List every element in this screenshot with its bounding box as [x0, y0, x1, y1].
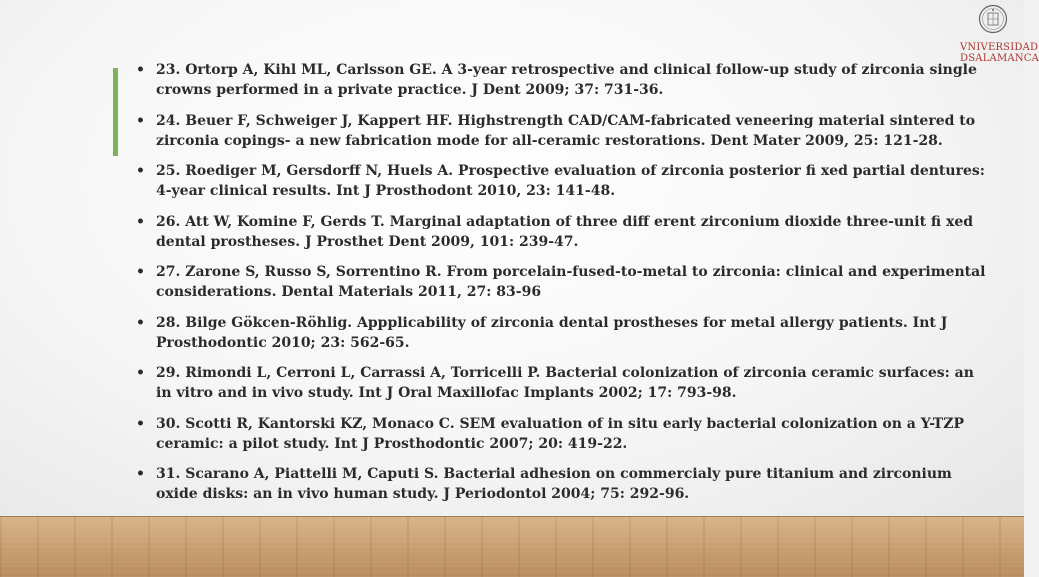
wood-floor-background — [0, 516, 1024, 577]
reference-item-27: • 27. Zarone S, Russo S, Sorrentino R. From porcelain-fused-to-metal to zirconia: clinical and experimental considerations. Dental Materials 2011, 27: 83-96 — [136, 262, 994, 302]
reference-item-25: • 25. Roediger M, Gersdorff N, Huels A. Prospective evaluation of zirconia posterior fi xed partial dentures: 4-year clinical results. Int J Prosthodont 2010, 23: 141-48. — [136, 161, 994, 201]
accent-bar — [113, 68, 118, 156]
reference-item-24: • 24. Beuer F, Schweiger J, Kappert HF. Highstrength CAD/CAM-fabricated veneering material sintered to zirconia copings- a new fabrication mode for all-ceramic restorations. Dent Mater 2009, 25: 121-28. — [136, 111, 994, 151]
wordmark-line-1: VNIVERSIDAD — [960, 42, 1039, 53]
university-seal-icon — [978, 4, 1008, 34]
reference-item-26: • 26. Att W, Komine F, Gerds T. Marginal adaptation of three diff erent zirconium dioxide three-unit fi xed dental prostheses. J Prosthet Dent 2009, 101: 239-47. — [136, 212, 994, 252]
university-logo — [958, 2, 1039, 66]
reference-item-30: • 30. Scotti R, Kantorski KZ, Monaco C. SEM evaluation of in situ early bacterial colonization on a Y-TZP ceramic: a pilot study. Int J Prosthodontic 2007; 20: 419-22. — [136, 414, 994, 454]
reference-item-29: • 29. Rimondi L, Cerroni L, Carrassi A, Torricelli P. Bacterial colonization of zirconia ceramic surfaces: an in vitro and in vivo study. Int J Oral Maxillofac Implants 2002; 17: 793-98. — [136, 363, 994, 403]
reference-item-31: • 31. Scarano A, Piattelli M, Caputi S. Bacterial adhesion on commercialy pure titanium and zirconium oxide disks: an in vivo human study. J Periodontol 2004; 75: 292-96. — [136, 464, 994, 504]
reference-item-28: • 28. Bilge Gökcen-Röhlig. Appplicability of zirconia dental prostheses for metal allergy patients. Int J Prosthodontic 2010; 23: 562-65. — [136, 313, 994, 353]
reference-item-23: • 23. Ortorp A, Kihl ML, Carlsson GE. A 3-year retrospective and clinical follow-up study of zirconia single crowns performed in a private practice. J Dent 2009; 37: 731-36. — [136, 60, 994, 100]
wordmark-line-2: DSALAMANCA — [960, 53, 1039, 64]
reference-list — [136, 60, 994, 515]
